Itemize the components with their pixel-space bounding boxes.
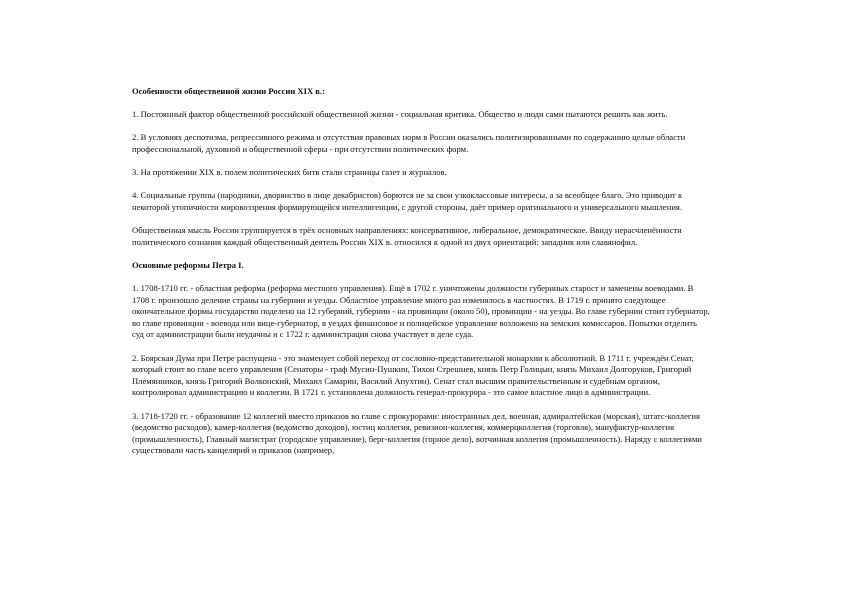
social-point-2: 2. В условиях деспотизма, репрессивного режима и отсутствия правовых норм в России оказались политизированными по содержанию целые области профессиональной, духовной и общественной сферы - при отсутствии политических форм. [132, 132, 686, 154]
reform-point-2: 2. Боярская Дума при Петре распущена - это знаменует собой переход от сословно-представительной монархии к абсолютной. В 1711 г. учреждён Сенат, который стоит во главе всего управления (Сенаторы - граф Мусин-Пушкин, Тихон Стрешнев, князь Петр Голицын, князь Михаил Долгоруков, Григорий Племянников, князь Григорий Волконский, Михаил Самарин, Василий Апухтин). Сенат стал высшим правительственным и судебным органом, контролировал администрацию и коллегии. В 1721 г. установлена должность генерал-прокурора - это самое властное лицо в администрации. [132, 352, 694, 398]
social-point-4: 4. Социальные группы (народники, дворянство в лице декабристов) борются не за свои узкоклассовые интересы, а за всеобщее благо. Это приводит к некоторой утопичности мировоззрения формирующейся интеллигенции, с другой стороны, даёт пример оригинального и универсального мышления. [132, 190, 683, 212]
social-thought-paragraph: Общественная мысль России группируется в трёх основных направлениях: консервативное, либеральное, демократическое. Ввиду нерасчленённости политического сознания каждый общественный деятель России XIX в. относился к одной из двух ориентаций: западник или славянофил. [132, 225, 682, 247]
social-point-3: 3. На протяжении XIX в. полем политических битв стали страницы газет и журналов. [132, 167, 447, 178]
section-title-reforms: Основные реформы Петра I. [132, 259, 244, 270]
social-point-1: 1. Постоянный фактор общественной российской общественной жизни - социальная критика. Общество и люди сами пытаются решить как жить. [132, 109, 668, 120]
document-page [132, 86, 710, 469]
reform-point-1: 1. 1708-1710 гг. - областная реформа (реформа местного управления). Ещё в 1702 г. уничтожены должности губернных старост и заменены воеводами. В 1708 г. произошло деление страны на губернии и уезды. Областное управление много раз изменялось в частностях. В 1719 г. принято следующее окончательное формы государство поделено на 12 губерний, губернии - на провинции (около 50), провинции - на уезды. Во главе губернии стоит губернатор, во главе провинции - воевода или вице-губернатор, в уездах финансовое и полицейское управление возложено на земских комиссаров. Попытки отделить суд от администрации были неудачны и с 1722 г. администрация снова участвует в деле суда. [132, 283, 710, 340]
reform-point-3: 3. 1718-1720 гг. - образование 12 коллегий вместо приказов во главе с прокурорами: иностранных дел, военная, адмиралтейская (морская), штатс-коллегия (ведомство расходов), камер-коллегия (ведомство доходов), юстиц коллегия, ревизион-коллегия, коммерцколлегия (торговля), мануфактур-коллегия (промышленность), Главный магистрат (городское управление), берг-коллегия (горное дело), вотчинная коллегия (промышленность). Наряду с коллегиями существовали часть канцелярий и приказов (например, [132, 410, 703, 456]
section-title-social-life: Особенности общественной жизни России XIX в.: [132, 86, 325, 96]
